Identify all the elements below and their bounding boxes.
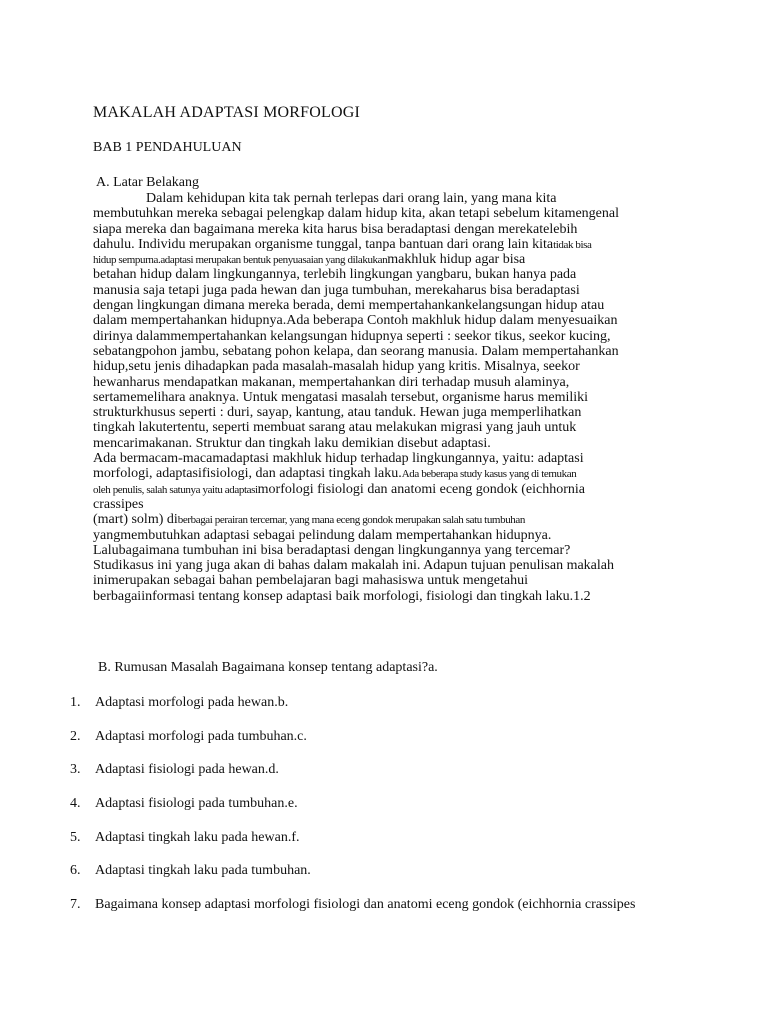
- body-line-segment: dahulu. Individu merupakan organisme tunggal, tanpa bantuan dari orang lain kita: [93, 236, 554, 252]
- body-line: [93, 482, 693, 497]
- chapter-heading: BAB 1 PENDAHULUAN: [93, 140, 242, 155]
- body-line: dirinya dalammempertahankan kelangsungan hidupnya seperti : seekor tikus, seekor kucing,: [93, 328, 611, 344]
- body-line: siapa mereka dan bagaimana mereka kita harus bisa beradaptasi dengan merekatelebih: [93, 221, 578, 237]
- body-line: [93, 252, 693, 267]
- list-item-text: Bagaimana konsep adaptasi morfologi fisiologi dan anatomi eceng gondok (eichhornia crassipes: [95, 897, 636, 913]
- list-item-number: 6.: [70, 863, 81, 879]
- list-item: [70, 830, 690, 864]
- list-item-text: Adaptasi morfologi pada hewan.b.: [95, 695, 289, 710]
- body-line: betahan hidup dalam lingkungannya, terlebih lingkungan yangbaru, bukan hanya pada: [93, 267, 577, 283]
- body-line: mencarimakanan. Struktur dan tingkah laku demikian disebut adaptasi.: [93, 435, 491, 451]
- body-line: tingkah lakutertentu, seperti membuat sarang atau melakukan migrasi yang jauh untuk: [93, 420, 577, 436]
- body-line: dalam mempertahankan hidupnya.Ada beberapa Contoh makhluk hidup dalam menyesuaikan: [93, 313, 618, 329]
- body-line: inimerupakan sebagai bahan pembelajaran bagi mahasiswa untuk mengetahui: [93, 573, 529, 589]
- list-item-number: 3.: [70, 762, 81, 778]
- body-line-segment-small: hidup sempurna.adaptasi merupakan bentuk penyuasaian yang dilakukan: [93, 254, 388, 267]
- body-line: Ada bermacam-macamadaptasi makhluk hidup terhadap lingkungannya, yaitu: adaptasi: [93, 451, 584, 467]
- list-item-number: 4.: [70, 796, 81, 812]
- body-line: hidup,setu jenis dihadapkan pada masalah-masalah hidup yang kritis. Misalnya, seekor: [93, 359, 580, 375]
- body-line: Dalam kehidupan kita tak pernah terlepas dari orang lain, yang mana kita: [146, 191, 557, 206]
- body-line: sertamemelihara anaknya. Untuk mengatasi masalah tersebut, organisme harus memiliki: [93, 389, 589, 405]
- body-line-segment: makhluk hidup agar bisa: [387, 252, 526, 268]
- body-line: Studikasus ini yang juga akan di bahas dalam makalah ini. Adapun tujuan penulisan makalah: [93, 558, 614, 574]
- body-line: [93, 466, 693, 481]
- section-heading-latar-belakang: A. Latar Belakang: [96, 175, 200, 190]
- list-item: [70, 729, 690, 763]
- body-line-segment-small: Ada beberapa study kasus yang di temukan: [401, 468, 577, 481]
- list-item-number: 5.: [70, 829, 81, 845]
- question-list: [70, 695, 690, 913]
- body-line: sebatangpohon jambu, sebatang pohon kelapa, dan seorang manusia. Dalam mempertahankan: [93, 343, 619, 359]
- body-line-segment-small: berbagai perairan tercemar, yang mana eceng gondok merupakan salah satu tumbuhan: [177, 514, 525, 527]
- body-line-segment: morfologi fisiologi dan anatomi eceng gondok (eichhornia: [257, 481, 586, 497]
- body-line: membutuhkan mereka sebagai pelengkap dalam hidup kita, akan tetapi sebelum kitamengenal: [93, 206, 619, 222]
- list-item: [70, 695, 690, 729]
- body-line: dengan lingkungan dimana mereka berada, demi mempertahankankelangsungan hidup atau: [93, 298, 605, 314]
- document-title: MAKALAH ADAPTASI MORFOLOGI: [93, 104, 361, 121]
- body-line: [93, 512, 693, 527]
- body-line: yangmembutuhkan adaptasi sebagai pelindung dalam mempertahankan hidupnya.: [93, 527, 552, 543]
- body-line-segment-small: oleh penulis, salah satunya yaitu adaptasi: [93, 483, 258, 496]
- body-line: [93, 237, 693, 252]
- body-line-segment: morfologi, adaptasifisiologi, dan adaptasi tingkah laku.: [93, 466, 402, 482]
- body-line-segment-small: tidak bisa: [553, 238, 592, 251]
- body-line: strukturkhusus seperti : duri, sayap, kantung, atau tanduk. Hewan juga memperlihatkan: [93, 405, 582, 421]
- list-item-text: Adaptasi tingkah laku pada tumbuhan.: [95, 863, 311, 879]
- list-item-number: 7.: [70, 897, 81, 913]
- body-line-segment: (mart) solm) di: [93, 512, 178, 528]
- body-line: hewanharus mendapatkan makanan, mempertahankan diri terhadap musuh alaminya,: [93, 374, 570, 390]
- list-item-text: Adaptasi fisiologi pada hewan.d.: [95, 762, 279, 778]
- list-item-number: 2.: [70, 728, 81, 744]
- body-line: berbagaiinformasi tentang konsep adaptasi baik morfologi, fisiologi dan tingkah laku.1.2: [93, 588, 591, 604]
- list-item-text: Adaptasi tingkah laku pada hewan.f.: [95, 829, 300, 845]
- list-item: [70, 863, 690, 897]
- list-item: [70, 897, 690, 913]
- body-line: crassipes: [93, 496, 144, 512]
- background-paragraph: [93, 191, 693, 604]
- list-item-text: Adaptasi fisiologi pada tumbuhan.e.: [95, 796, 298, 812]
- list-item: [70, 796, 690, 830]
- list-item-number: 1.: [70, 695, 81, 710]
- list-item: [70, 762, 690, 796]
- body-line: manusia saja tetapi juga pada hewan dan juga tumbuhan, merekaharus bisa beradaptasi: [93, 282, 580, 298]
- section-heading-rumusan-masalah: B. Rumusan Masalah Bagaimana konsep tentang adaptasi?a.: [98, 660, 438, 675]
- list-item-text: Adaptasi morfologi pada tumbuhan.c.: [95, 728, 307, 744]
- body-line: Lalubagaimana tumbuhan ini bisa beradaptasi dengan lingkungannya yang tercemar?: [93, 542, 571, 558]
